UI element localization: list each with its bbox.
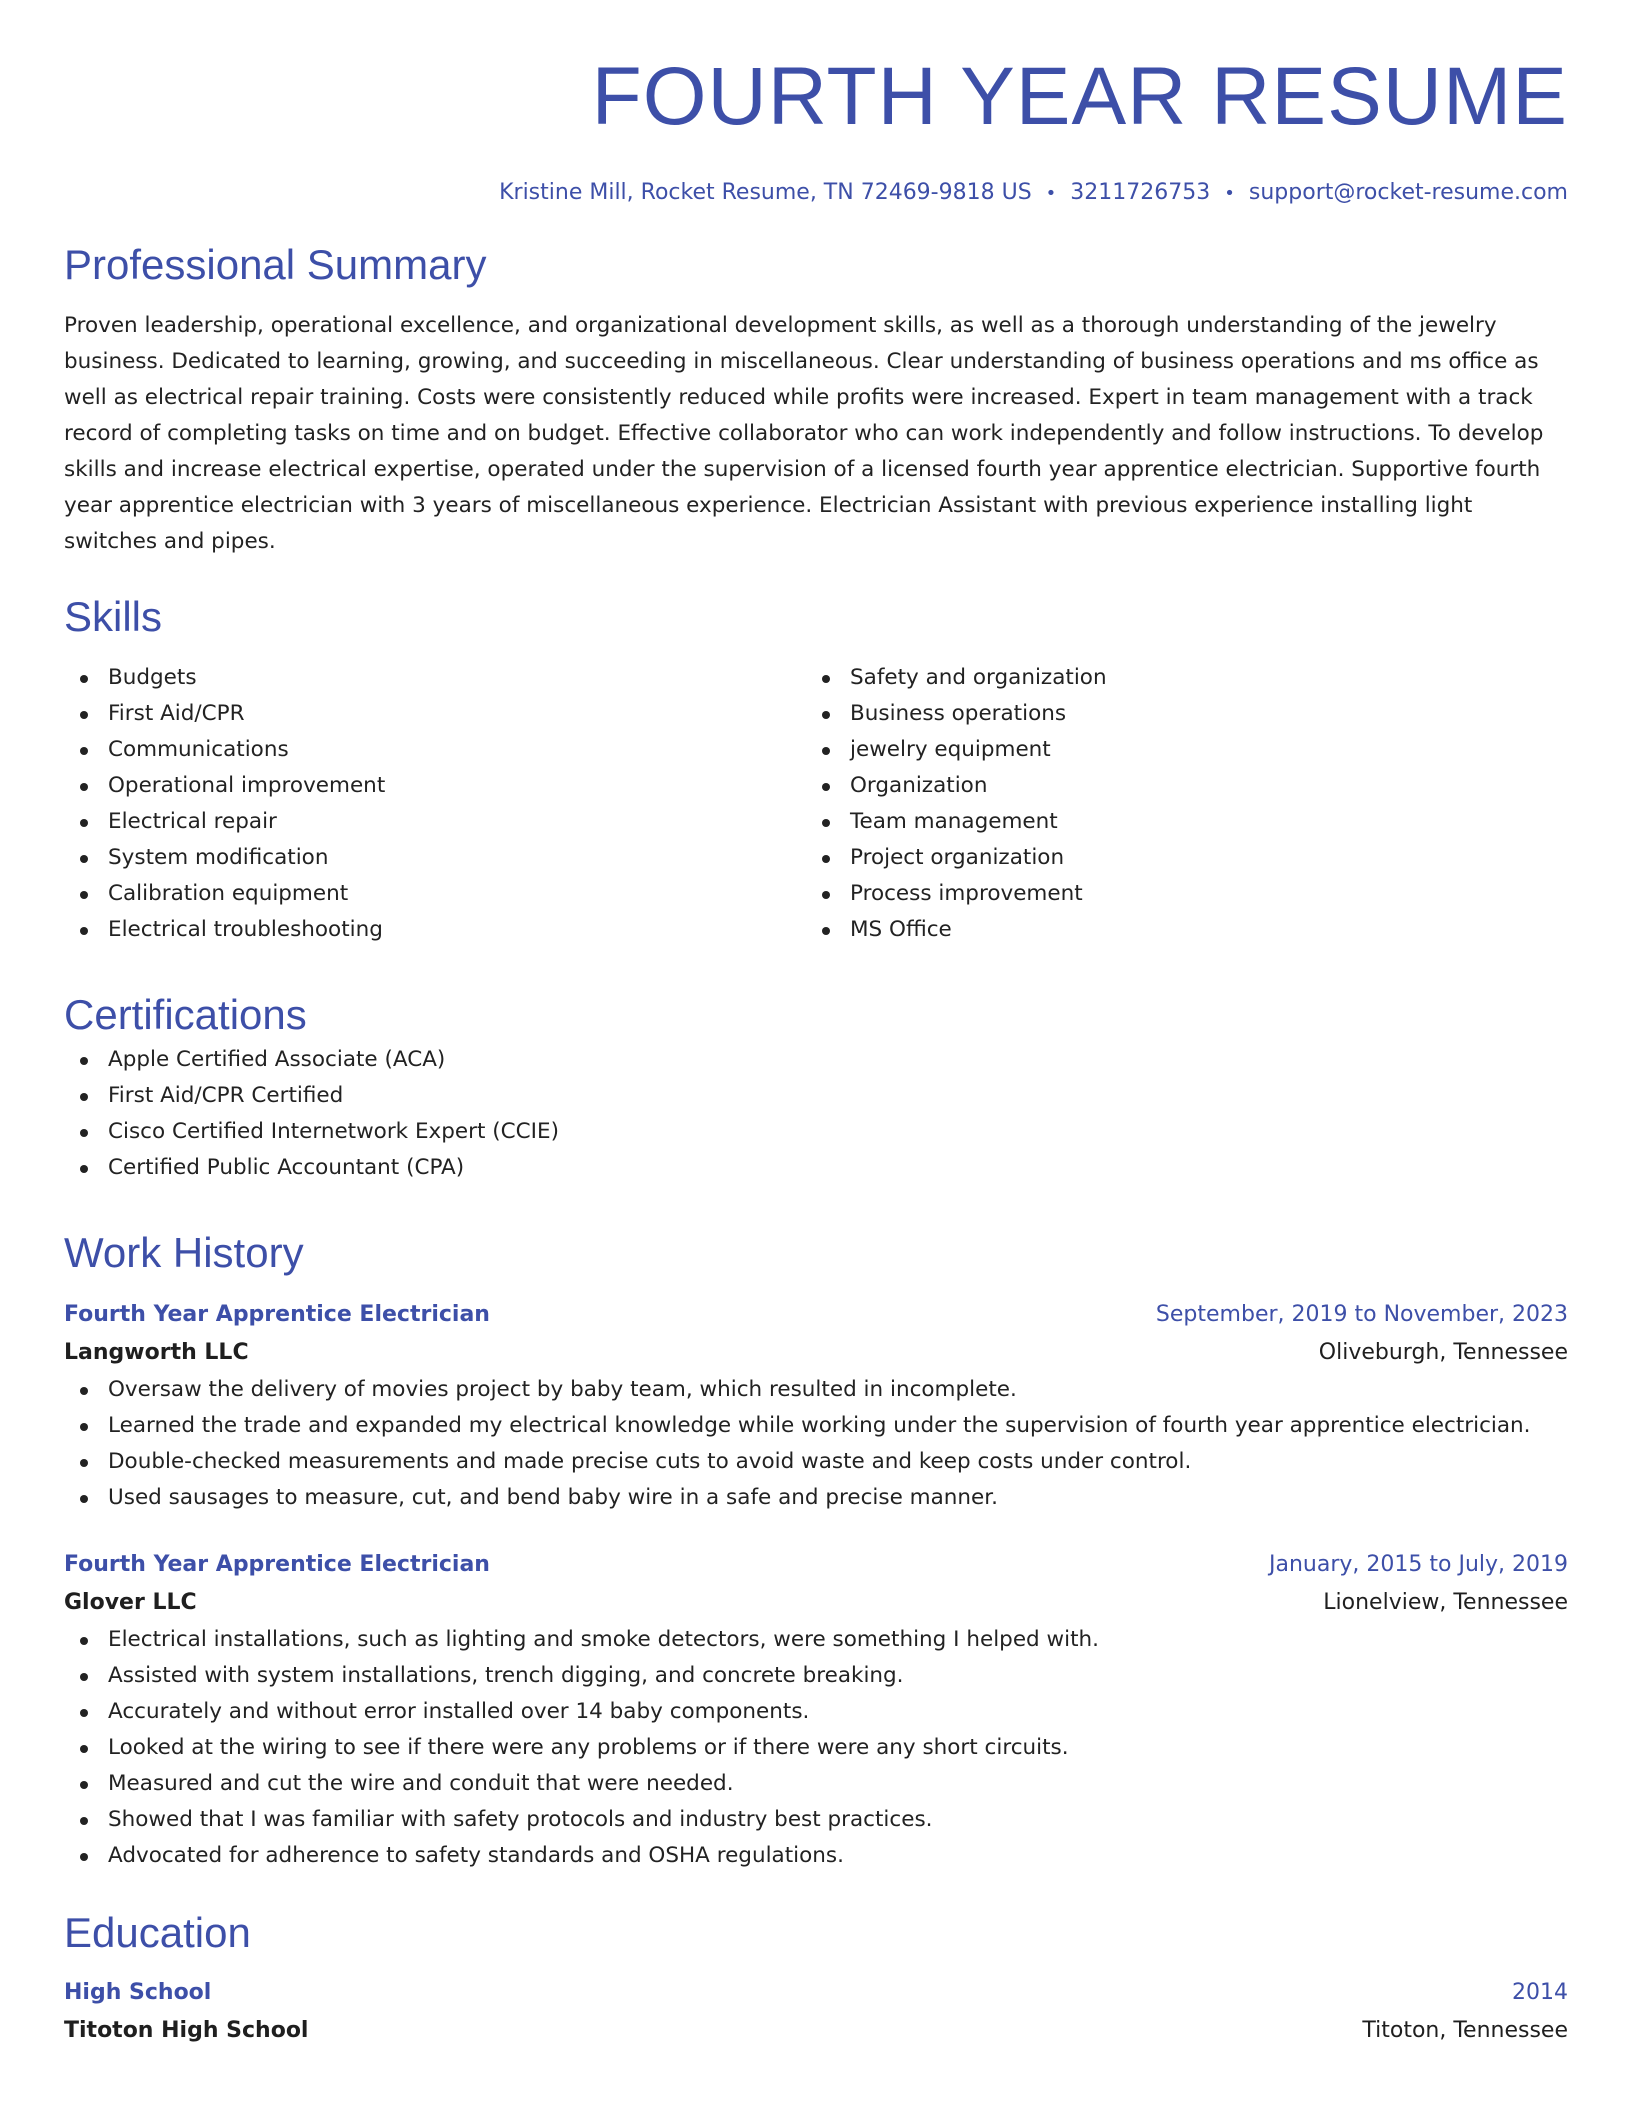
job-duty: Assisted with system installations, trench digging, and concrete breaking.	[64, 1658, 1568, 1694]
contact-line	[64, 176, 1568, 210]
skill-item: Operational improvement	[64, 768, 806, 804]
skill-item: MS Office	[806, 912, 1548, 948]
job-location: Lionelview, Tennessee	[1323, 1590, 1568, 1615]
education-header	[64, 1974, 1568, 2012]
education-year: 2014	[1512, 1980, 1568, 2005]
certifications-list	[64, 1042, 1568, 1186]
skill-item: jewelry equipment	[806, 732, 1548, 768]
certification-item: Apple Certified Associate (ACA)	[64, 1042, 1568, 1078]
resume-page	[64, 0, 1568, 2050]
job-duties-list	[64, 1372, 1568, 1516]
skill-item: Budgets	[64, 660, 806, 696]
skill-item: Organization	[806, 768, 1548, 804]
education-entry	[64, 1974, 1568, 2050]
job-duty: Advocated for adherence to safety standards and OSHA regulations.	[64, 1838, 1568, 1874]
skills-list-left	[64, 660, 806, 948]
job-duties-list	[64, 1622, 1568, 1874]
job-header	[64, 1296, 1568, 1334]
resume-title: FOURTH YEAR RESUME	[591, 51, 1568, 142]
certification-item: Certified Public Accountant (CPA)	[64, 1150, 1568, 1186]
contact-separator: •	[1224, 183, 1235, 204]
job-entry	[64, 1546, 1568, 1874]
skill-item: Process improvement	[806, 876, 1548, 912]
skill-item: Business operations	[806, 696, 1548, 732]
skill-item: Electrical repair	[64, 804, 806, 840]
skill-item: Communications	[64, 732, 806, 768]
contact-phone: 3211726753	[1070, 180, 1211, 205]
certification-item: First Aid/CPR Certified	[64, 1078, 1568, 1114]
job-dates: September, 2019 to November, 2023	[1155, 1302, 1568, 1327]
skills-list-right	[806, 660, 1548, 948]
job-entry	[64, 1296, 1568, 1516]
education-degree: High School	[64, 1980, 212, 2005]
job-duty: Oversaw the delivery of movies project by baby team, which resulted in incomplete.	[64, 1372, 1568, 1408]
job-duty: Learned the trade and expanded my electrical knowledge while working under the supervision of fourth year apprentice electrician.	[64, 1408, 1568, 1444]
skill-item: First Aid/CPR	[64, 696, 806, 732]
job-duty: Looked at the wiring to see if there were any problems or if there were any short circuits.	[64, 1730, 1568, 1766]
job-header	[64, 1546, 1568, 1584]
education-school: Titoton High School	[64, 2018, 309, 2043]
job-duty: Accurately and without error installed over 14 baby components.	[64, 1694, 1568, 1730]
education-location: Titoton, Tennessee	[1362, 2018, 1568, 2043]
section-heading-skills: Skills	[64, 593, 163, 640]
skill-item: Calibration equipment	[64, 876, 806, 912]
job-location: Oliveburgh, Tennessee	[1318, 1340, 1568, 1365]
section-heading-work-history: Work History	[64, 1229, 304, 1276]
summary-text: Proven leadership, operational excellence, and organizational development skills, as well as a thorough understanding of the jewelry business. Dedicated to learning, growing, and succeeding in miscellaneous. Clear understanding of business operations and ms office as well as electrical repair training. Costs were consistently reduced while profits were increased. Expert in team management with a track record of completing tasks on time and on budget. Effective collaborator who can work independently and follow instructions. To develop skills and increase electrical expertise, operated under the supervision of a licensed fourth year apprentice electrician. Supportive fourth year apprentice electrician with 3 years of miscellaneous experience. Electrician Assistant with previous experience installing light switches and pipes.	[64, 313, 1544, 554]
section-heading-education: Education	[64, 1909, 251, 1956]
contact-separator: •	[1045, 183, 1057, 204]
contact-email: support@rocket-resume.com	[1248, 180, 1568, 205]
skill-item: Safety and organization	[806, 660, 1548, 696]
skills-columns	[64, 660, 1568, 948]
job-duty: Electrical installations, such as lighting and smoke detectors, were something I helped with.	[64, 1622, 1568, 1658]
section-heading-summary: Professional Summary	[64, 241, 487, 288]
section-heading-certifications: Certifications	[64, 991, 307, 1038]
job-subheader	[64, 1334, 1568, 1372]
job-company: Glover LLC	[64, 1590, 197, 1615]
job-duty: Showed that I was familiar with safety protocols and industry best practices.	[64, 1802, 1568, 1838]
job-duty: Measured and cut the wire and conduit that were needed.	[64, 1766, 1568, 1802]
skill-item: Electrical troubleshooting	[64, 912, 806, 948]
job-dates: January, 2015 to July, 2019	[1269, 1552, 1568, 1577]
skill-item: Project organization	[806, 840, 1548, 876]
skill-item: Team management	[806, 804, 1548, 840]
job-company: Langworth LLC	[64, 1340, 249, 1365]
job-duty: Used sausages to measure, cut, and bend baby wire in a safe and precise manner.	[64, 1480, 1568, 1516]
job-role: Fourth Year Apprentice Electrician	[64, 1552, 490, 1577]
job-role: Fourth Year Apprentice Electrician	[64, 1302, 490, 1327]
job-duty: Double-checked measurements and made precise cuts to avoid waste and keep costs under control.	[64, 1444, 1568, 1480]
job-subheader	[64, 1584, 1568, 1622]
contact-address: Kristine Mill, Rocket Resume, TN 72469-9818 US	[499, 180, 1032, 205]
education-subheader	[64, 2012, 1568, 2050]
certification-item: Cisco Certified Internetwork Expert (CCIE)	[64, 1114, 1568, 1150]
skill-item: System modification	[64, 840, 806, 876]
